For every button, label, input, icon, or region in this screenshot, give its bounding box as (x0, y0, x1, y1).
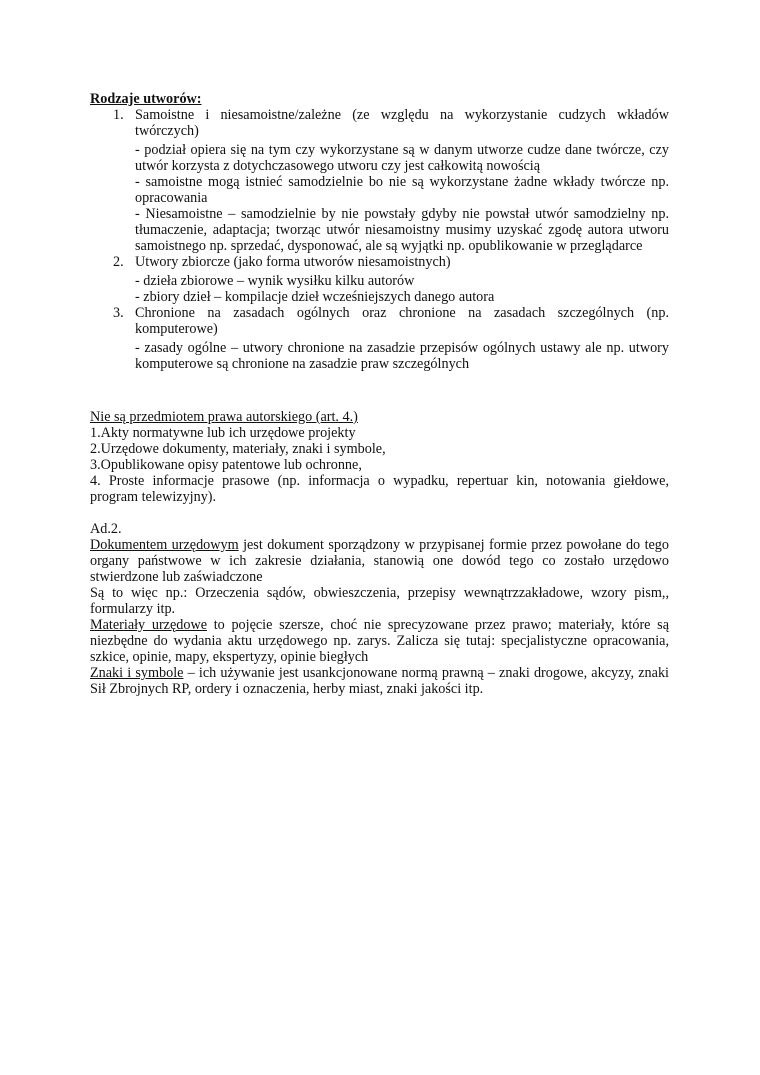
sub-point: - samoistne mogą istnieć samodzielnie bo nie są wykorzystane żadne wkłady twórcze np. opracowania (135, 174, 669, 206)
list-item (90, 305, 669, 372)
materials-term: Materiały urzędowe (90, 617, 207, 633)
symbols-definition: – ich używanie jest usankcjonowane normą prawną – znaki drogowe, akcyzy, znaki Sił Zbrojnych RP, ordery i oznaczenia, herby miast, znaki jakości itp. (90, 665, 669, 697)
doc-definition: jest dokument sporządzony w przypisanej formie przez powołane do tego organy państwowe w ich zakresie działania, stanowią one dowód tego co zostało urzędowo stwierdzone lub zaświadczone (90, 537, 669, 585)
item-text: Samoistne i niesamoistne/zależne (ze względu na wykorzystanie cudzych wkładów twórczych) (135, 107, 669, 139)
doc-term: Dokumentem urzędowym (90, 537, 239, 553)
document-page (90, 91, 669, 697)
not-subject-item: 4. Proste informacje prasowe (np. informacja o wypadku, repertuar kin, notowania giełdowe, program telewizyjny). (90, 473, 669, 505)
item-text: Utwory zbiorcze (jako forma utworów niesamoistnych) (135, 254, 451, 270)
not-subject-item: 3.Opublikowane opisy patentowe lub ochronne, (90, 457, 362, 473)
not-subject-heading: Nie są przedmiotem prawa autorskiego (art. 4.) (90, 409, 358, 425)
list-item (90, 107, 669, 254)
types-list (90, 107, 669, 372)
sub-point: - dzieła zbiorowe – wynik wysiłku kilku autorów (135, 273, 415, 289)
symbols-term: Znaki i symbole (90, 665, 184, 681)
spacer (90, 372, 669, 409)
sub-point: - zbiory dzieł – kompilacje dzieł wcześniejszych danego autora (135, 289, 495, 305)
sub-point: - zasady ogólne – utwory chronione na zasadzie przepisów ogólnych ustawy ale np. utwory komputerowe są chronione na zasadzie praw szczególnych (135, 340, 669, 372)
examples-paragraph: Są to więc np.: Orzeczenia sądów, obwieszczenia, przepisy wewnątrzzakładowe, wzory pism,, formularzy itp. (90, 585, 669, 617)
doc-definition-paragraph (90, 537, 669, 585)
materials-paragraph (90, 617, 669, 665)
item-number: 1. (113, 107, 124, 123)
item-text: Chronione na zasadach ogólnych oraz chronione na zasadach szczególnych (np. komputerowe) (135, 305, 669, 337)
symbols-paragraph (90, 665, 669, 697)
not-subject-item: 1.Akty normatywne lub ich urzędowe projekty (90, 425, 356, 441)
ad2-label: Ad.2. (90, 521, 122, 537)
materials-definition: to pojęcie szersze, choć nie sprecyzowane przez prawo; materiały, które są niezbędne do wydania aktu urzędowego np. zarys. Zalicza się tutaj: specjalistyczne opracowania, szkice, opinie, mapy, ekspertyzy, opinie biegłych (90, 617, 669, 665)
spacer (90, 505, 669, 521)
sub-point: - podział opiera się na tym czy wykorzystane są w danym utworze cudze dane twórcze, czy utwór korzysta z dotychczasowego utworu czy jest całkowitą nowością (135, 142, 669, 174)
not-subject-item: 2.Urzędowe dokumenty, materiały, znaki i symbole, (90, 441, 386, 457)
item-number: 3. (113, 305, 124, 321)
sub-point: - Niesamoistne – samodzielnie by nie powstały gdyby nie powstał utwór samodzielny np. tłumaczenie, adaptacja; tworząc utwór niesamoistny musimy uzyskać zgodę autora utworu samoistnego np. sprzedać, dysponować, ale są wyjątki np. opublikowanie w przeglądarce (135, 206, 669, 254)
types-heading: Rodzaje utworów: (90, 91, 202, 107)
list-item (90, 254, 669, 305)
item-number: 2. (113, 254, 124, 270)
